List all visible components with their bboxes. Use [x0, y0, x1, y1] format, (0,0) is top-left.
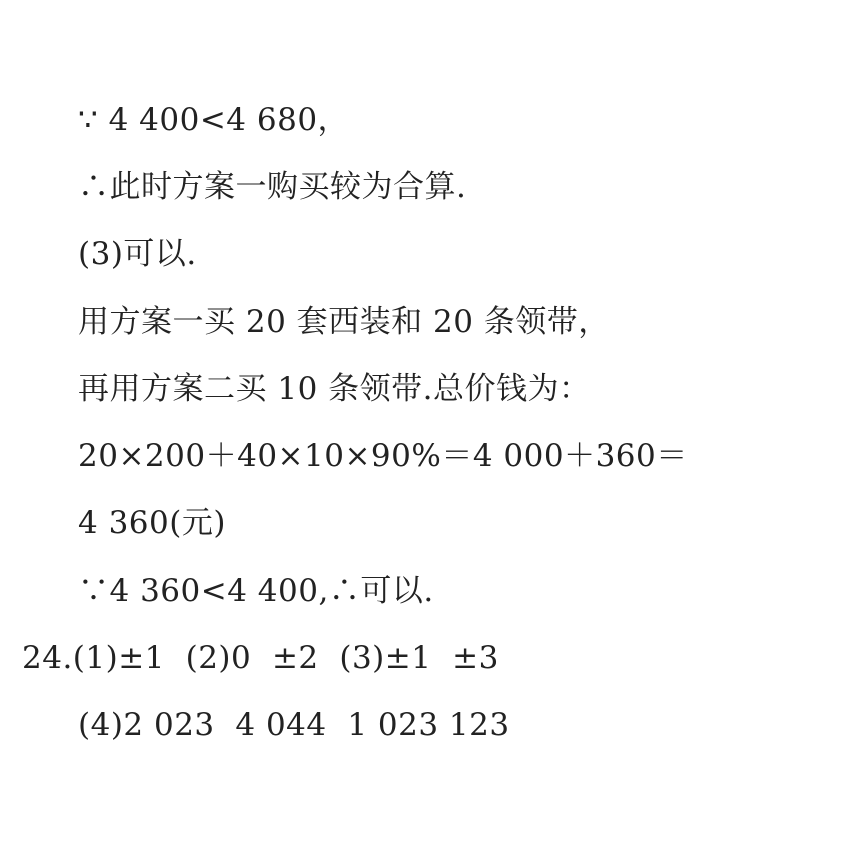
text-line-question-24-part4: (4)2 023 4 044 1 023 123: [78, 707, 510, 743]
text-line-conclusion: ∴此时方案一购买较为合算.: [78, 169, 467, 205]
text-line-final-comparison: ∵4 360<4 400,∴可以.: [78, 573, 434, 609]
text-line-plan-two: 再用方案二买 10 条领带.总价钱为：: [78, 371, 591, 407]
text-line-total: 4 360(元): [78, 505, 226, 541]
text-line-comparison: ∵ 4 400<4 680，: [78, 102, 350, 138]
text-line-plan-one: 用方案一买 20 套西装和 20 条领带，: [78, 304, 610, 340]
text-line-part3-answer: (3)可以.: [78, 236, 197, 272]
text-line-question-24: 24.(1)±1 (2)0 ±2 (3)±1 ±3: [22, 640, 499, 676]
text-line-calculation: 20×200＋40×10×90%＝4 000＋360＝: [78, 438, 688, 474]
